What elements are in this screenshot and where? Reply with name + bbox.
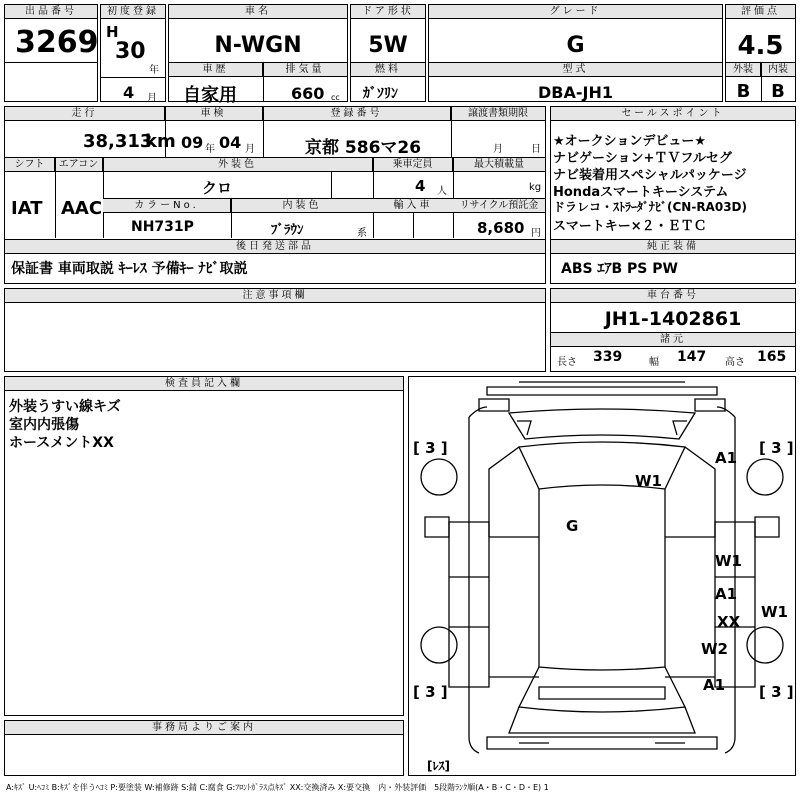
car-outline <box>409 377 795 775</box>
displacement-unit: cc <box>331 93 340 102</box>
history-label: 車歴 <box>169 63 263 77</box>
import-label: 輸入車 <box>373 199 453 213</box>
car-name: N-WGN <box>214 33 302 58</box>
capacity: 4 <box>415 177 426 195</box>
sales-points-cell <box>550 106 796 240</box>
notes-label: 注意事項欄 <box>5 289 545 303</box>
tire-right-rear: [ 3 ] <box>759 683 794 701</box>
inspection-month-unit: 月 <box>245 144 255 155</box>
model-code: DBA-JH1 <box>538 83 613 102</box>
transfer-date-label: 譲渡書類期限 <box>451 107 545 121</box>
car-name-label: 車名 <box>169 5 347 19</box>
grade-label: グレード <box>429 5 722 19</box>
interior-grade: B <box>771 81 785 102</box>
car-name-cell <box>168 4 348 106</box>
sales-point-6: スマートキー×２・ＥＴＣ <box>553 219 707 234</box>
sales-point-5: ドラレコ・ｽﾄﾗｰﾀﾞﾅﾋﾞ(CN-RA03D) <box>553 200 747 214</box>
interior-label: 内装 <box>761 63 795 77</box>
fuel-type: ｶﾞｿﾘﾝ <box>363 86 398 102</box>
notes-cell <box>4 288 546 372</box>
reg-number-label: 登録番号 <box>263 107 451 121</box>
sales-points-label: セールスポイント <box>551 107 795 121</box>
mileage-row <box>4 106 546 158</box>
mark-w2-rear-fender: W2 <box>701 640 728 658</box>
mark-a1-right-rear-door: A1 <box>715 585 738 603</box>
year-unit: 年 <box>149 65 159 76</box>
door-type: 5W <box>368 33 408 58</box>
displacement-label: 排気量 <box>263 63 347 77</box>
height: 165 <box>757 349 787 365</box>
inspector-label: 検査員記入欄 <box>5 377 403 391</box>
width: 147 <box>677 349 707 365</box>
exterior-color: クロ <box>201 179 232 197</box>
height-label: 高さ <box>725 357 745 368</box>
chassis-cell <box>550 288 796 372</box>
era: H <box>106 23 119 41</box>
inspector-note-3: ホースメントXX <box>9 435 114 451</box>
legend: A:ｷｽﾞ U:ﾍｺﾐ B:ｷｽﾞを伴うﾍｺﾐ P:要塗装 W:補修跡 S:錆 C:腐食 G:ﾌﾛﾝﾄｶﾞﾗｽ点ｷｽﾞ XX:交換済み X:要交換 内・外装評価 5段階ﾗﾝｸ順(A・B・C・D・E) 1 <box>6 783 549 792</box>
tire-left-front: [ 3 ] <box>413 439 448 457</box>
transfer-month-unit: 月 <box>493 144 503 155</box>
fuel-label: 燃料 <box>351 63 425 77</box>
specs-grid <box>4 158 546 240</box>
mark-w1-right-side: W1 <box>761 603 788 621</box>
inspector-note-1: 外装うすい線キズ <box>9 399 121 415</box>
color-number: NH731P <box>131 219 194 235</box>
int-color-unit: 系 <box>357 228 367 239</box>
recycle-label: リサイクル預託金 <box>453 199 545 213</box>
capacity-label: 乗車定員 <box>373 158 453 172</box>
recycle-unit: 円 <box>531 228 541 239</box>
width-label: 幅 <box>649 357 659 368</box>
inspection-year: 09 <box>181 133 204 152</box>
registration-month: 4 <box>123 83 135 102</box>
registration-year: 30 <box>115 39 146 64</box>
first-registration-label: 初度登録 <box>101 5 165 19</box>
score-cell <box>725 4 796 102</box>
lot-number-cell <box>4 4 98 102</box>
inspection-month: 04 <box>219 133 242 152</box>
chassis-number: JH1-1402861 <box>604 308 742 330</box>
spare-tire: [ﾚｽ] <box>427 759 450 773</box>
grade-cell <box>428 4 723 102</box>
transfer-day-unit: 日 <box>531 144 541 155</box>
sales-point-3: ナビ装着用スペシャルパッケージ <box>553 168 747 183</box>
inspection-label: 車検 <box>165 107 263 121</box>
first-registration-cell <box>100 4 166 102</box>
mark-a1-front-right: A1 <box>715 449 738 467</box>
mark-w1-right-front-door: W1 <box>715 552 742 570</box>
later-parts-cell <box>4 240 546 284</box>
standard-equipment: ABS ｴｱB PS PW <box>561 261 678 277</box>
length: 339 <box>593 349 623 365</box>
shift: IAT <box>11 198 43 219</box>
shift-label: シフト <box>5 158 55 172</box>
sales-point-4: Hondaスマートキーシステム <box>553 185 729 200</box>
mark-g-windshield: G <box>566 517 579 535</box>
office-cell <box>4 720 404 776</box>
exterior-grade: B <box>736 81 751 102</box>
car-history: 自家用 <box>183 85 237 106</box>
mileage-unit: km <box>145 131 176 152</box>
tire-left-rear: [ 3 ] <box>413 683 448 701</box>
month-unit: 月 <box>147 93 157 104</box>
displacement: 660 <box>291 84 325 103</box>
specs-label: 諸元 <box>551 332 795 347</box>
mark-a1-rear-corner: A1 <box>703 676 726 694</box>
mileage-label: 走行 <box>5 107 165 121</box>
door-cell <box>350 4 426 102</box>
color-no-label: カラーNo. <box>103 199 231 213</box>
sales-point-2: ナビゲーション+ＴＶフルセグ <box>553 151 732 166</box>
length-label: 長さ <box>557 357 577 368</box>
recycle-fee: 8,680 <box>477 219 525 237</box>
standard-equipment-cell <box>550 240 796 284</box>
standard-equipment-label: 純正装備 <box>551 240 795 254</box>
model-code-label: 型式 <box>429 63 722 77</box>
car-diagram <box>408 376 796 776</box>
aircon-label: エアコン <box>55 158 103 172</box>
inspector-note-2: 室内内張傷 <box>9 417 79 433</box>
later-parts-label: 後日発送部品 <box>5 240 545 254</box>
sales-point-1: ★オークションデビュー★ <box>553 134 707 149</box>
mark-w1-hood: W1 <box>635 472 662 490</box>
int-color-label: 内装色 <box>231 199 373 213</box>
exterior-label: 外装 <box>726 63 761 77</box>
ext-color-label: 外装色 <box>103 158 373 172</box>
mileage: 38,313 <box>83 131 153 152</box>
score-label: 評価点 <box>726 5 795 19</box>
chassis-label: 車台番号 <box>551 289 795 303</box>
inspection-year-unit: 年 <box>205 144 215 155</box>
inspector-cell <box>4 376 404 716</box>
office-label: 事務局よりご案内 <box>5 721 403 735</box>
door-label: ドア形状 <box>351 5 425 19</box>
grade: G <box>566 33 585 58</box>
max-load-unit: kg <box>529 182 542 193</box>
max-load-label: 最大積載量 <box>453 158 545 172</box>
interior-color: ﾌﾞﾗｳﾝ <box>271 223 304 238</box>
capacity-unit: 人 <box>437 186 447 197</box>
aircon: AAC <box>61 198 103 219</box>
tire-right-front: [ 3 ] <box>759 439 794 457</box>
mark-xx-right-rear-door: XX <box>717 613 741 631</box>
registration-number: 京都 586マ26 <box>305 138 422 158</box>
lot-number-label: 出品番号 <box>5 5 97 19</box>
evaluation-score: 4.5 <box>737 31 784 61</box>
later-parts: 保証書 車両取説 ｷｰﾚｽ 予備ｷｰ ﾅﾋﾞ取説 <box>11 261 248 277</box>
lot-number: 3269 <box>15 25 99 60</box>
